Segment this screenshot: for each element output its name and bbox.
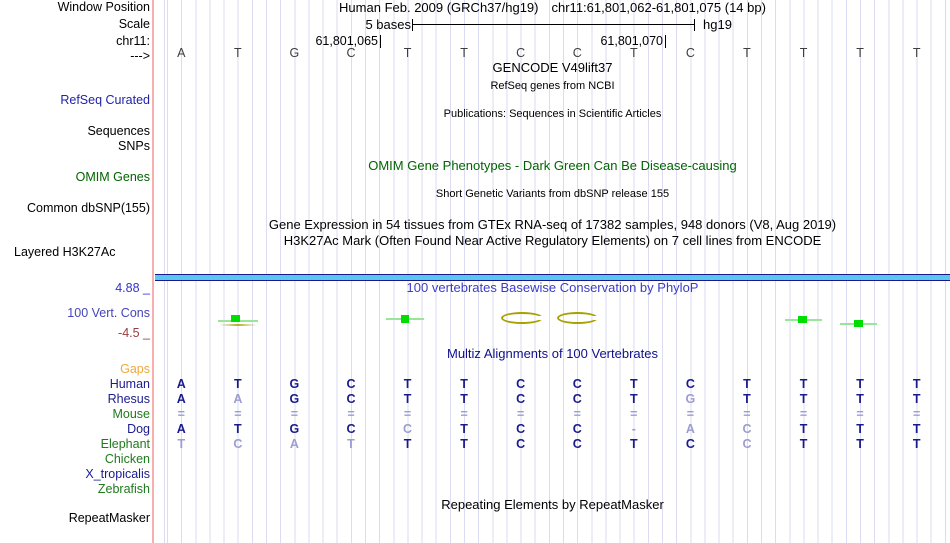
align-base-mouse: = — [686, 407, 695, 421]
align-base-dog: C — [516, 422, 526, 436]
sequence-base: T — [460, 46, 468, 60]
align-base-rhesus: T — [403, 392, 412, 406]
align-base-human: T — [799, 377, 808, 391]
align-base-elephant: C — [233, 437, 243, 451]
sidebar-label-snps[interactable]: SNPs — [118, 139, 150, 153]
align-base-elephant: C — [572, 437, 582, 451]
sidebar-label-scale[interactable]: Scale — [118, 17, 150, 31]
track-title-refseq-sub[interactable]: RefSeq genes from NCBI — [490, 80, 615, 92]
sidebar-label-vert-cons[interactable]: 100 Vert. Cons — [67, 306, 150, 320]
conservation-clip-ellipse — [557, 312, 598, 324]
align-base-dog: C — [742, 422, 752, 436]
sidebar-label-row-zebrafish[interactable]: Zebrafish — [97, 482, 150, 496]
align-base-human: T — [743, 377, 751, 391]
main-area — [155, 0, 950, 543]
sidebar-label-chrom[interactable]: chr11: — [116, 34, 150, 48]
range-label: chr11:61,801,062-61,801,075 (14 bp) — [551, 0, 766, 15]
track-title-repeatmasker-title[interactable]: Repeating Elements by RepeatMasker — [441, 496, 664, 512]
scale-bracket — [412, 19, 695, 31]
track-title-gtex-title[interactable]: Gene Expression in 54 tissues from GTEx RNA-seq of 17382 samples, 948 donors (V8, Aug 2019) — [268, 217, 837, 232]
sidebar-label-repeatmasker[interactable]: RepeatMasker — [68, 511, 150, 525]
assembly-label: Human Feb. 2009 (GRCh37/hg19) — [339, 0, 539, 15]
align-base-elephant: T — [403, 437, 412, 451]
align-base-human: A — [176, 377, 186, 391]
scale-line — [413, 24, 694, 25]
sidebar-label-row-human[interactable]: Human — [109, 377, 150, 391]
conservation-peak-square — [231, 315, 240, 323]
align-base-dog: - — [631, 422, 636, 436]
align-base-human: C — [572, 377, 582, 391]
track-title-gencode[interactable]: GENCODE V49lift37 — [492, 60, 613, 75]
align-base-rhesus: T — [743, 392, 751, 406]
align-base-mouse: = — [177, 407, 185, 421]
align-base-rhesus: C — [346, 392, 356, 406]
align-base-mouse: = — [573, 407, 581, 421]
align-base-elephant: T — [912, 437, 921, 451]
genome-version-label: hg19 — [703, 17, 732, 32]
align-base-rhesus: T — [460, 392, 468, 406]
scale-label: 5 bases — [365, 17, 411, 32]
track-title-h3k27ac-title[interactable]: H3K27Ac Mark (Often Found Near Active Regulatory Elements) on 7 cell lines from ENCODE — [283, 232, 822, 248]
align-base-elephant: C — [516, 437, 526, 451]
sidebar-label-row-mouse[interactable]: Mouse — [112, 407, 150, 421]
sidebar — [0, 0, 152, 543]
align-base-dog: A — [176, 422, 186, 436]
sidebar-label-row-xtropicalis[interactable]: X_tropicalis — [85, 467, 150, 481]
align-base-rhesus: T — [912, 392, 921, 406]
align-base-rhesus: T — [799, 392, 808, 406]
align-base-dog: C — [572, 422, 582, 436]
sidebar-label-refseq-curated[interactable]: RefSeq Curated — [60, 93, 150, 107]
track-title-phylop-title[interactable]: 100 vertebrates Basewise Conservation by PhyloP — [406, 280, 699, 295]
align-base-dog: G — [289, 422, 300, 436]
align-base-human: T — [403, 377, 412, 391]
align-base-dog: T — [912, 422, 921, 436]
conservation-peak-square — [401, 315, 409, 323]
sequence-base: T — [743, 46, 751, 60]
sidebar-label-row-dog[interactable]: Dog — [127, 422, 150, 436]
align-base-human: T — [629, 377, 638, 391]
sidebar-label-window-position[interactable]: Window Position — [57, 0, 150, 14]
align-base-mouse: = — [743, 407, 751, 421]
align-base-rhesus: C — [516, 392, 526, 406]
align-base-dog: A — [685, 422, 695, 436]
sidebar-label-cons-max[interactable]: 4.88 _ — [115, 281, 150, 295]
align-base-human: T — [234, 377, 242, 391]
sidebar-label-omim-genes[interactable]: OMIM Genes — [75, 170, 150, 184]
align-base-mouse: = — [517, 407, 525, 421]
align-base-elephant: C — [685, 437, 695, 451]
sequence-base: T — [234, 46, 242, 60]
align-base-mouse: = — [347, 407, 355, 421]
sequence-base: C — [516, 46, 526, 60]
track-title-omim-title[interactable]: OMIM Gene Phenotypes - Dark Green Can Be Disease-causing — [368, 158, 737, 173]
align-base-rhesus: C — [572, 392, 582, 406]
sidebar-label-strand-arrow[interactable]: ---> — [130, 49, 150, 63]
sidebar-label-row-rhesus[interactable]: Rhesus — [107, 392, 150, 406]
sequence-base: T — [912, 46, 921, 60]
align-base-mouse: = — [234, 407, 242, 421]
sequence-base: G — [289, 46, 300, 60]
align-base-human: C — [346, 377, 356, 391]
align-base-dog: T — [234, 422, 242, 436]
align-base-elephant: T — [856, 437, 864, 451]
position-line — [155, 1, 950, 15]
conservation-peak-square — [798, 316, 807, 324]
align-base-elephant: T — [629, 437, 638, 451]
clip-ellipse-gap — [538, 316, 544, 320]
sequence-base: T — [799, 46, 808, 60]
align-base-human: G — [289, 377, 300, 391]
sidebar-label-row-chicken[interactable]: Chicken — [104, 452, 150, 466]
align-base-mouse: = — [630, 407, 638, 421]
align-base-mouse: = — [856, 407, 864, 421]
sidebar-label-cons-min[interactable]: -4.5 _ — [118, 326, 150, 340]
track-title-multiz-title[interactable]: Multiz Alignments of 100 Vertebrates — [446, 346, 658, 361]
sidebar-label-common-dbsnp[interactable]: Common dbSNP(155) — [27, 201, 150, 215]
sidebar-label-row-elephant[interactable]: Elephant — [100, 437, 150, 451]
ruler-coordinate: 61,801,065 — [315, 35, 381, 48]
align-base-elephant: C — [742, 437, 752, 451]
align-base-human: C — [685, 377, 695, 391]
sidebar-label-sequences[interactable]: Sequences — [87, 124, 150, 138]
align-base-dog: C — [403, 422, 413, 436]
align-base-rhesus: A — [176, 392, 186, 406]
sidebar-divider — [152, 0, 154, 543]
sequence-base: C — [572, 46, 582, 60]
align-base-mouse: = — [290, 407, 299, 421]
align-base-rhesus: G — [289, 392, 300, 406]
ruler-coordinate: 61,801,070 — [600, 35, 666, 48]
align-base-elephant: T — [460, 437, 468, 451]
align-base-rhesus: T — [856, 392, 864, 406]
track-title-dbsnp-sub[interactable]: Short Genetic Variants from dbSNP release 155 — [435, 188, 670, 200]
sequence-base: T — [629, 46, 638, 60]
align-base-human: T — [912, 377, 921, 391]
align-base-dog: T — [856, 422, 864, 436]
align-base-elephant: T — [177, 437, 186, 451]
align-base-human: T — [856, 377, 864, 391]
align-base-dog: T — [460, 422, 468, 436]
track-title-publications[interactable]: Publications: Sequences in Scientific Articles — [443, 108, 662, 120]
sidebar-label-layered-h3k27ac[interactable]: Layered H3K27Ac — [14, 245, 116, 259]
align-base-dog: C — [346, 422, 356, 436]
conservation-underline — [219, 324, 257, 327]
align-base-rhesus: G — [685, 392, 696, 406]
align-base-mouse: = — [403, 407, 412, 421]
align-base-rhesus: T — [629, 392, 638, 406]
align-base-human: C — [516, 377, 526, 391]
align-base-dog: T — [799, 422, 808, 436]
conservation-peak-square — [854, 320, 863, 328]
align-base-elephant: A — [289, 437, 299, 451]
sequence-base: T — [856, 46, 864, 60]
align-base-elephant: T — [347, 437, 355, 451]
sidebar-label-row-gaps[interactable]: Gaps — [120, 362, 150, 376]
align-base-human: T — [460, 377, 468, 391]
sequence-base: A — [177, 46, 186, 60]
sequence-base: C — [346, 46, 356, 60]
clip-ellipse-gap — [593, 316, 599, 320]
align-base-rhesus: A — [233, 392, 243, 406]
align-base-mouse: = — [913, 407, 921, 421]
conservation-clip-ellipse — [501, 312, 543, 324]
align-base-elephant: T — [799, 437, 808, 451]
sequence-base: T — [403, 46, 412, 60]
sequence-base: C — [685, 46, 695, 60]
align-base-mouse: = — [460, 407, 468, 421]
align-base-mouse: = — [799, 407, 808, 421]
